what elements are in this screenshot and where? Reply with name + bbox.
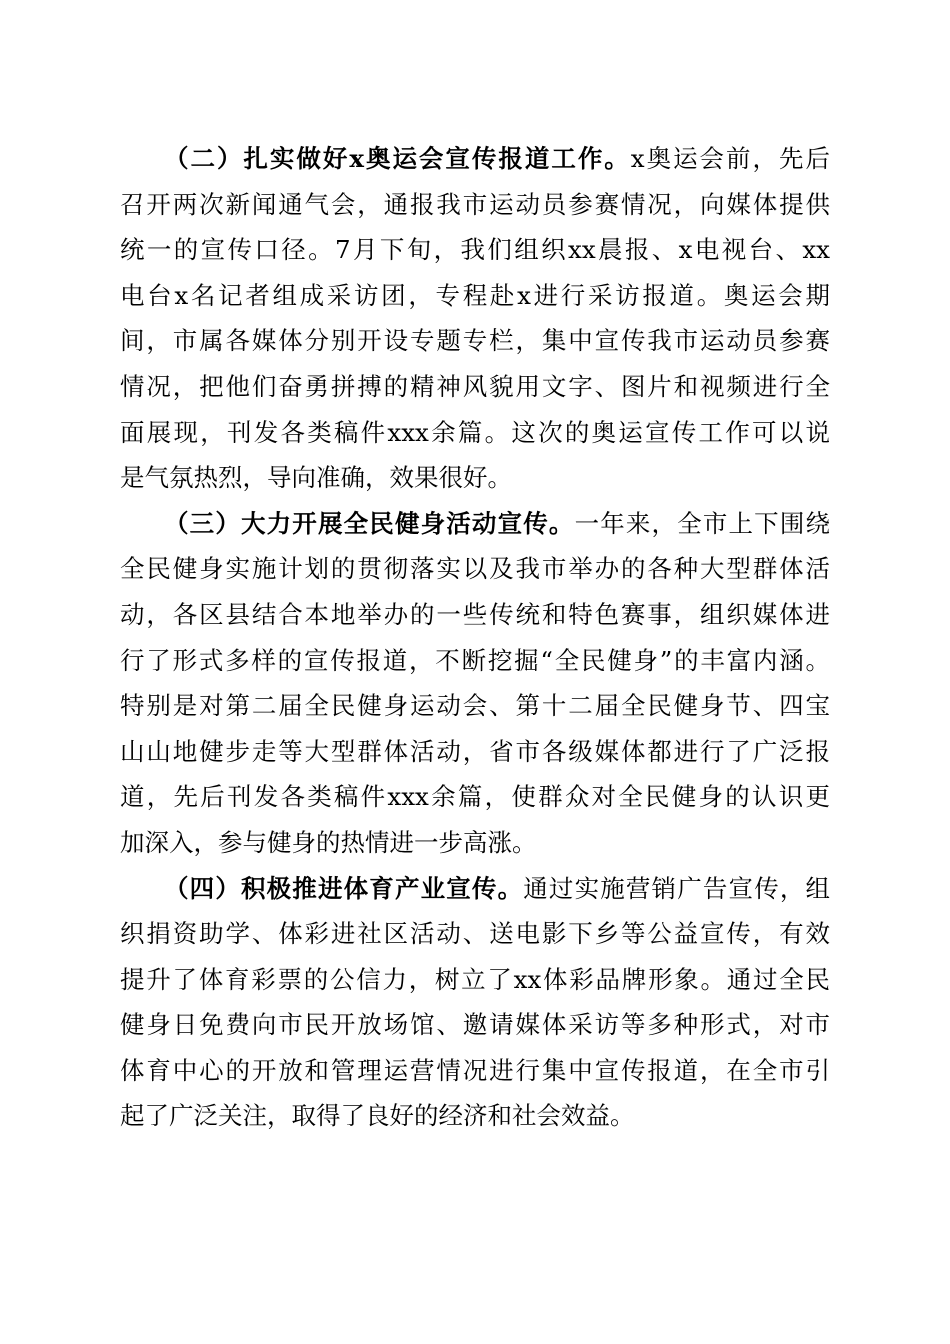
paragraph-3-line-1 xyxy=(120,501,830,547)
paragraph-2-heading: （二）扎实做好x奥运会宣传报道工作。 xyxy=(164,144,631,173)
paragraph-3-line-5: 特别是对第二届全民健身运动会、第十二届全民健身节、四宝 xyxy=(120,691,830,721)
paragraph-4-line-4: 健身日免费向市民开放场馆、邀请媒体采访等多种形式，对市 xyxy=(120,1010,830,1040)
paragraph-3-line-7: 道，先后刊发各类稿件xxx余篇，使群众对全民健身的认识更 xyxy=(120,782,830,812)
paragraph-3-line-8: 加深入，参与健身的热情进一步高涨。 xyxy=(120,827,537,857)
paragraph-2-line-4: 电台x名记者组成采访团，专程赴x进行采访报道。奥运会期 xyxy=(120,280,830,310)
paragraph-2-line-3: 统一的宣传口径。7月下旬，我们组织xx晨报、x电视台、xx xyxy=(120,235,830,265)
paragraph-4-line-6: 起了广泛关注，取得了良好的经济和社会效益。 xyxy=(120,1101,635,1131)
paragraph-3-line-3: 动，各区县结合本地举办的一些传统和特色赛事，组织媒体进 xyxy=(120,599,830,629)
paragraph-2-line-6: 情况，把他们奋勇拼搏的精神风貌用文字、图片和视频进行全 xyxy=(120,371,830,401)
paragraph-3-text: 一年来，全市上下围绕 xyxy=(574,508,831,538)
paragraph-2-line-2: 召开两次新闻通气会，通报我市运动员参赛情况，向媒体提供 xyxy=(120,189,830,219)
paragraph-3-line-2: 全民健身实施计划的贯彻落实以及我市举办的各种大型群体活 xyxy=(120,554,830,584)
paragraph-3-line-4: 行了形式多样的宣传报道，不断挖掘“全民健身”的丰富内涵。 xyxy=(120,645,830,675)
paragraph-2-line-7: 面展现，刊发各类稿件xxx余篇。这次的奥运宣传工作可以说 xyxy=(120,417,830,447)
paragraph-4-line-5: 体育中心的开放和管理运营情况进行集中宣传报道，在全市引 xyxy=(120,1055,830,1085)
document-body xyxy=(120,136,830,1139)
paragraph-4-line-1 xyxy=(120,866,830,912)
paragraph-2-line-1 xyxy=(120,136,830,182)
paragraph-4-text: 通过实施营销广告宣传，组 xyxy=(523,873,831,903)
paragraph-2-text: x奥运会前，先后 xyxy=(630,144,830,173)
paragraph-4-heading: （四）积极推进体育产业宣传。 xyxy=(164,873,524,903)
paragraph-4-line-2: 织捐资助学、体彩进社区活动、送电影下乡等公益宣传，有效 xyxy=(120,919,830,949)
paragraph-4-line-3: 提升了体育彩票的公信力，树立了xx体彩品牌形象。通过全民 xyxy=(120,964,830,994)
paragraph-3-line-6: 山山地健步走等大型群体活动，省市各级媒体都进行了广泛报 xyxy=(120,736,830,766)
paragraph-2-line-5: 间，市属各媒体分别开设专题专栏，集中宣传我市运动员参赛 xyxy=(120,326,830,356)
paragraph-3-heading: （三）大力开展全民健身活动宣传。 xyxy=(164,508,575,538)
paragraph-2-line-8: 是气氛热烈，导向准确，效果很好。 xyxy=(120,463,512,493)
